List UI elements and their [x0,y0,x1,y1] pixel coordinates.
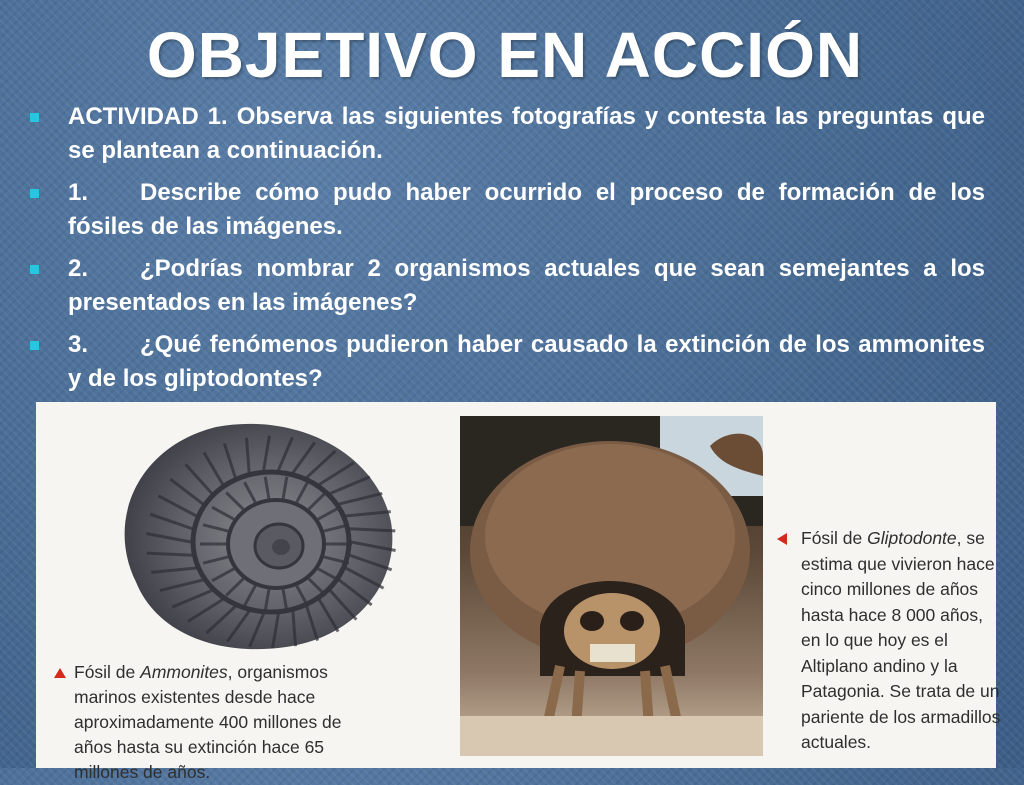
bullet-item-activity [30,100,985,168]
caption-species: Ammonites [140,662,228,682]
bullet-body: ¿Podrías nombrar 2 organismos actuales que sean semejantes a los presentados en las imágenes? [68,255,985,316]
question-number: 2. [68,255,89,282]
caption-pointer-left-icon [777,533,787,545]
ammonite-fossil-image [96,412,401,657]
bullet-item-question-1 [30,176,985,244]
caption-pointer-up-icon [54,668,66,678]
question-number: 3. [68,331,89,358]
ammonite-rib [350,529,396,531]
bullet-body: Describe cómo pudo haber ocurrido el proceso de formación de los fósiles de las imágenes. [68,179,985,240]
caption-prefix: Fósil de [74,662,141,682]
caption-body: , organismos marinos existentes desde hace aproximadamente 400 millones de años hasta su extinción hace 65 millones de años. [74,662,342,782]
caption-species: Gliptodonte [867,528,957,548]
bullet-text [68,100,985,168]
bullet-text [68,328,985,396]
caption-prefix: Fósil de [801,528,868,548]
fossil-photo-panel [36,402,1001,782]
square-bullet-icon [30,265,39,274]
square-bullet-icon [30,113,39,122]
bullet-item-question-3 [30,328,985,396]
bullet-list [30,100,985,404]
slide-title: OBJETIVO EN ACCIÓN [146,19,864,91]
bullet-item-question-2 [30,252,985,320]
caption-body: , se estima que vivieron hace cinco millones de años hasta hace 8 000 años, en lo que hoy es el Altiplano andino y la Patagonia. Se trata de un pariente de los armadillos actuales. [801,528,1001,752]
square-bullet-icon [30,341,39,350]
glyptodont-fossil-graphic [460,416,763,756]
glyptodont-caption [801,526,1001,756]
question-number: 1. [68,179,89,206]
bullet-text [68,252,985,320]
bullet-text [68,176,985,244]
ammonite-caption [74,660,374,785]
ammonite-rib [147,553,193,555]
bullet-body: ¿Qué fenómenos pudieron haber causado la extinción de los ammonites y de los gliptodontes? [68,331,985,392]
ammonite-fossil-graphic [96,412,401,657]
bullet-body: ACTIVIDAD 1. Observa las siguientes fotografías y contesta las preguntas que se plantean a continuación. [68,103,985,164]
glyptodont-fossil-image [460,416,763,756]
square-bullet-icon [30,189,39,198]
